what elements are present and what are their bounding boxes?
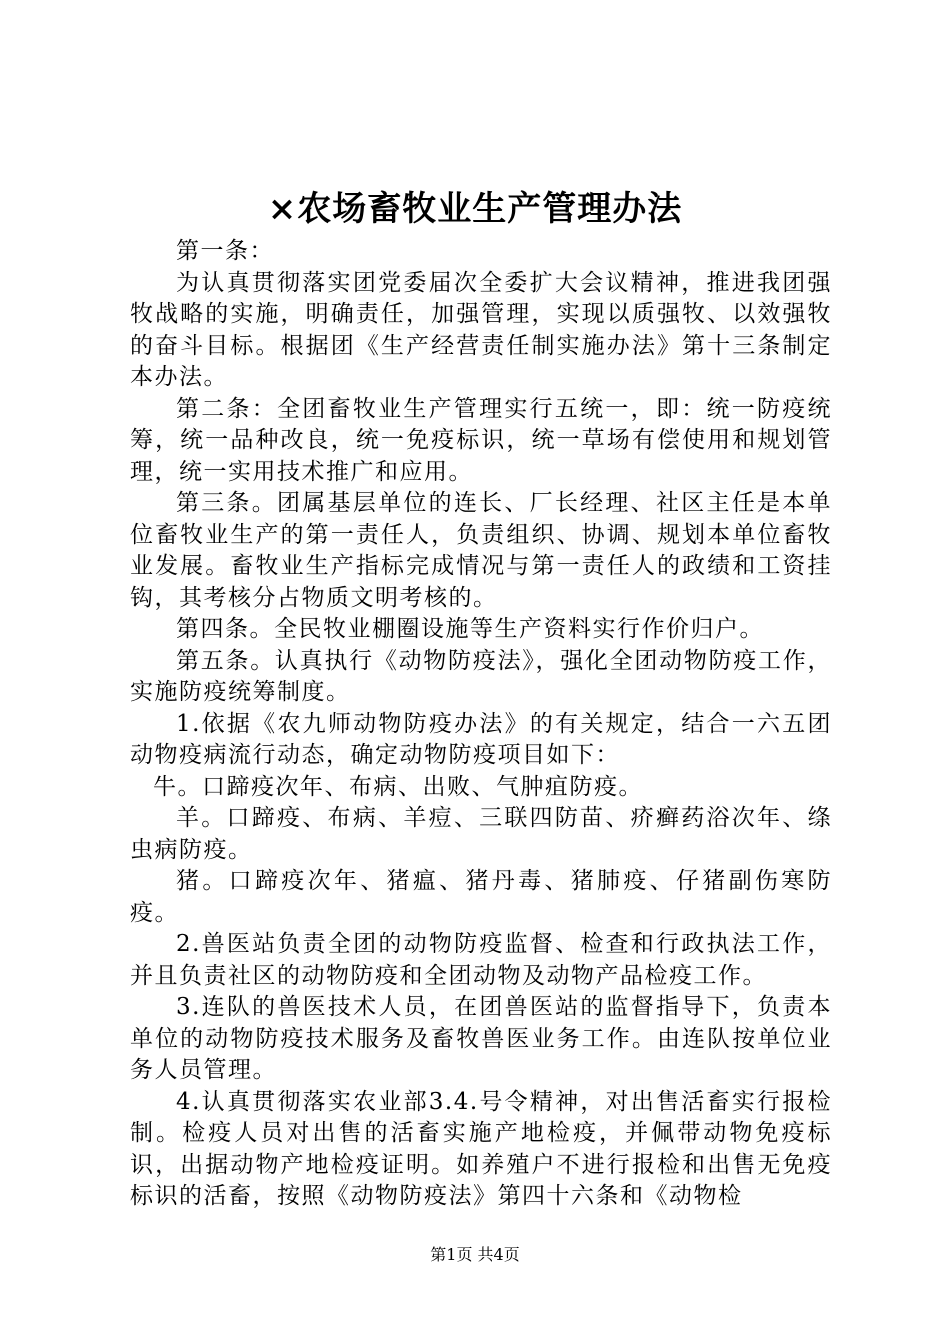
- paragraph-article-5: 第五条。认真执行《动物防疫法》，强化全团动物防疫工作，实施防疫统筹制度。: [130, 647, 832, 705]
- paragraph-article-2: 第二条：全团畜牧业生产管理实行五统一，即：统一防疫统筹，统一品种改良，统一免疫标识，统一草场有偿使用和规划管理，统一实用技术推广和应用。: [130, 395, 832, 485]
- paragraph-cattle: 牛。口蹄疫次年、布病、出败、气肿疽防疫。: [153, 773, 643, 800]
- document-body: [130, 236, 832, 1213]
- paragraph-pig: 猪。口蹄疫次年、猪瘟、猪丹毒、猪肺疫、仔猪副伤寒防疫。: [130, 868, 832, 926]
- paragraph-article-3: 第三条。团属基层单位的连长、厂长经理、社区主任是本单位畜牧业生产的第一责任人，负责组织、协调、规划本单位畜牧业发展。畜牧业生产指标完成情况与第一责任人的政绩和工资挂钩，其考核分占物质文明考核的。: [130, 490, 832, 611]
- paragraph-article-1: 第一条：: [176, 238, 274, 264]
- page-number-footer: 第1页 共4页: [430, 1245, 520, 1264]
- paragraph-article-4: 第四条。全民牧业棚圈设施等生产资料实行作价归户。: [176, 616, 764, 642]
- paragraph-item-4: 4.认真贯彻落实农业部3.4.号令精神，对出售活畜实行报检制。检疫人员对出售的活畜实施产地检疫，并佩带动物免疫标识，出据动物产地检疫证明。如养殖户不进行报检和出售无免疫标识的活畜，按照《动物防疫法》第四十六条和《动物检: [130, 1088, 832, 1209]
- document-title: ×农场畜牧业生产管理办法: [267, 189, 683, 229]
- paragraph-item-2: 2.兽医站负责全团的动物防疫监督、检查和行政执法工作，并且负责社区的动物防疫和全团动物及动物产品检疫工作。: [130, 931, 832, 989]
- paragraph-sheep: 羊。口蹄疫、布病、羊痘、三联四防苗、疥癣药浴次年、绦虫病防疫。: [130, 805, 832, 863]
- paragraph-item-1: 1.依据《农九师动物防疫办法》的有关规定，结合一六五团动物疫病流行动态，确定动物防疫项目如下：: [130, 710, 832, 768]
- paragraph-purpose: 为认真贯彻落实团党委届次全委扩大会议精神，推进我团强牧战略的实施，明确责任，加强管理，实现以质强牧、以效强牧的奋斗目标。根据团《生产经营责任制实施办法》第十三条制定本办法。: [130, 269, 832, 390]
- paragraph-item-3: 3.连队的兽医技术人员，在团兽医站的监督指导下，负责本单位的动物防疫技术服务及畜牧兽医业务工作。由连队按单位业务人员管理。: [130, 994, 832, 1083]
